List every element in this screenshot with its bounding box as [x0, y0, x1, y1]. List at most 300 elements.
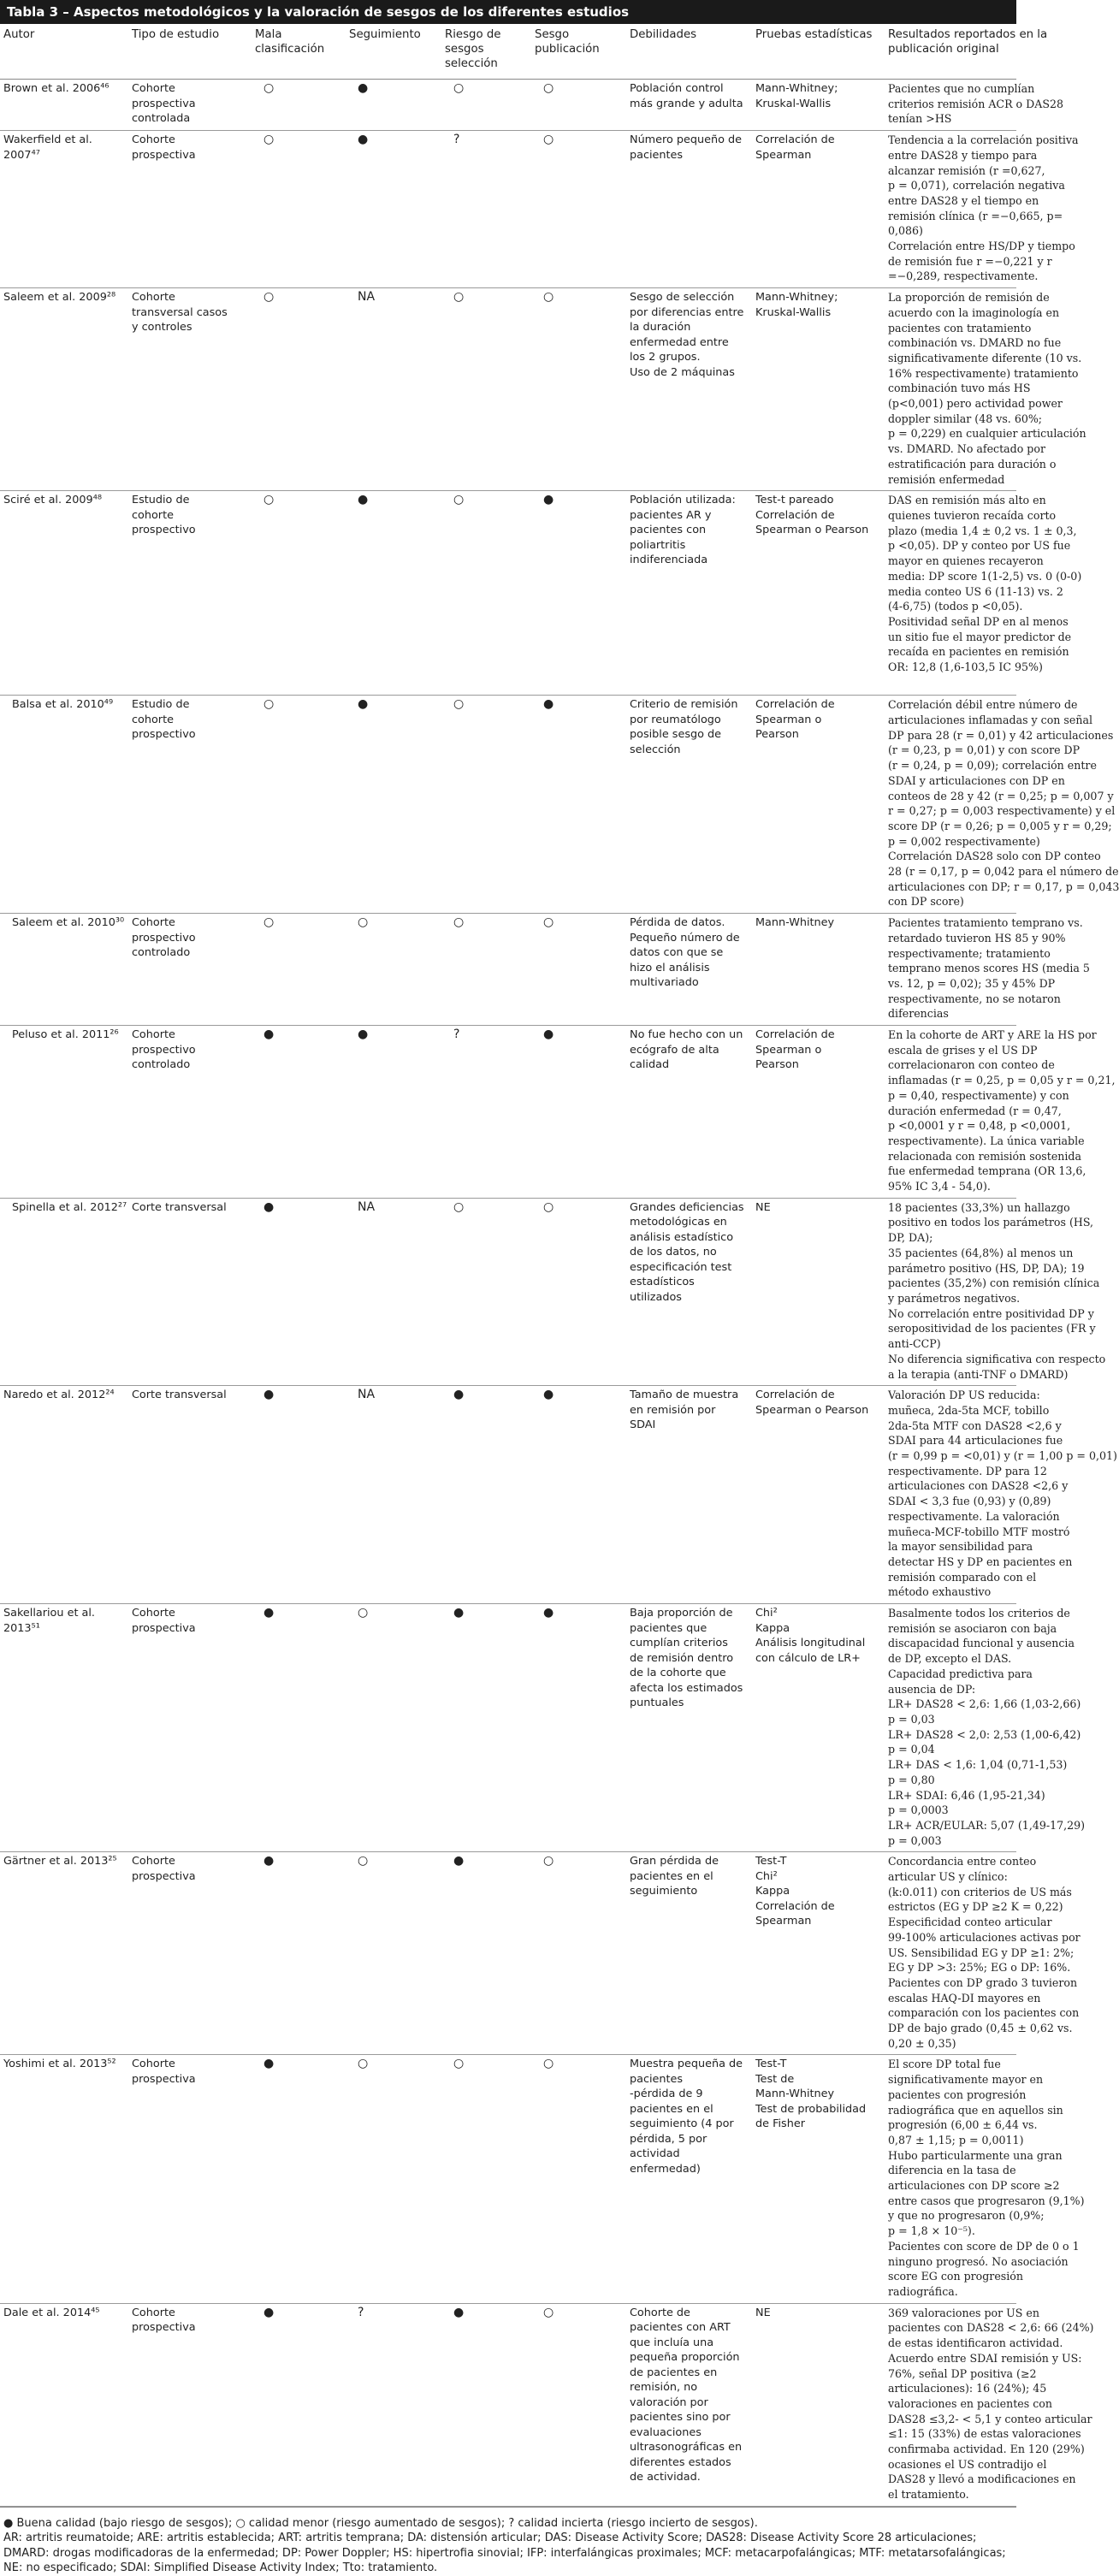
statistical-tests-cell — [752, 1604, 885, 1852]
results-cell-line: radiográfica. — [888, 2285, 958, 2298]
results-cell-line: conteos de 28 y 42 (r = 0,25; p = 0,007 y — [888, 789, 1114, 802]
results-cell-line: p = 0,003 — [888, 1833, 942, 1847]
results-cell-line: valoraciones en pacientes con — [888, 2396, 1052, 2410]
results-cell-line: muñeca-MCF-tobillo MTF mostró — [888, 1525, 1070, 1538]
empty-circle-icon: ○ — [358, 915, 369, 930]
statistical-tests-cell-line: Kruskal-Wallis — [755, 305, 832, 319]
weaknesses-cell-line: Muestra pequeña de — [630, 2058, 743, 2071]
study-type-cell-line: controlada — [132, 112, 191, 125]
results-cell-line: de DP, excepto el DAS. — [888, 1652, 1012, 1666]
author-cell-line: Sciré et al. 2009⁴⁸ — [3, 494, 102, 507]
results-cell-line: ninguno progresó. No asociación — [888, 2254, 1069, 2268]
study-type-cell — [128, 1386, 252, 1604]
weaknesses-cell-line: metodológicas en — [630, 1216, 727, 1229]
statistical-tests-cell-line: Kruskal-Wallis — [755, 97, 832, 110]
author-cell — [0, 1604, 128, 1852]
table-row — [0, 131, 1016, 288]
results-cell-line: vs. 12, p = 0,02); 35 y 45% DP — [888, 976, 1056, 990]
results-cell-line: LR+ ACR/EULAR: 5,07 (1,49-17,29) — [888, 1818, 1086, 1832]
weaknesses-cell-line: actividad — [630, 2147, 680, 2161]
results-cell-line: Pacientes con score de DP de 0 o 1 — [888, 2239, 1080, 2253]
weaknesses-cell-line: puntuales — [630, 1697, 684, 1710]
results-cell-line: Correlación DAS28 solo con DP conteo — [888, 850, 1101, 863]
filled-circle-icon: ● — [358, 697, 369, 712]
results-cell-line: OR: 12,8 (1,6-103,5 IC 95%) — [888, 660, 1043, 674]
study-type-cell — [128, 1026, 252, 1199]
study-type-cell — [128, 131, 252, 288]
footnote-abbreviations: AR: artritis reumatoide; ARE: artritis establecida; ART: artritis temprana; DA: distensión articular; DAS: Disease Activity Score; DAS28: Disease Activity Score 28 articulaciones; DMARD: drogas modificadoras de la enfermedad; DP: Power Doppler; HS: hipertrofia sinovial; IFP: interfalángicas proximales; MCF: metacarpofalángicas; MTF: metatarsofalángicas; NE: no especificado; SDAI: Simplified Disease Activity Index; Tto: tratamiento. — [3, 2532, 1006, 2575]
weaknesses-cell-line: pacientes AR y — [630, 508, 712, 522]
statistical-tests-cell — [752, 131, 885, 288]
empty-circle-icon: ○ — [543, 2057, 554, 2071]
header-row — [0, 24, 1016, 80]
results-cell-line: con DP score) — [888, 895, 964, 909]
results-cell-line: confirmaba actividad. En 120 (29%) — [888, 2443, 1085, 2456]
results-cell-line: anti-CCP) — [888, 1337, 941, 1351]
filled-circle-icon: ● — [358, 81, 369, 95]
study-type-cell-line: prospectiva — [132, 2321, 196, 2335]
results-cell-line: significativamente mayor en — [888, 2073, 1044, 2087]
filled-circle-icon: ● — [263, 1606, 275, 1620]
publication-bias-cell — [531, 2303, 626, 2506]
footnote-legend: ● Buena calidad (bajo riesgo de sesgos); ○ calidad menor (riesgo aumentado de sesgos); ? calidad incierta (riesgo incierto de sesgos). — [3, 2516, 758, 2530]
results-cell-line: criterios remisión ACR o DAS28 — [888, 97, 1063, 110]
table-row — [0, 1604, 1016, 1852]
author-cell-line: Wakerfield et al. — [3, 133, 92, 147]
header-sesgo-publicacion — [531, 24, 626, 80]
study-type-cell-line: Estudio de — [132, 698, 190, 712]
weaknesses-cell-line: por reumatólogo — [630, 713, 721, 726]
statistical-tests-cell-line: Pearson — [755, 1058, 799, 1072]
question-mark-icon: ? — [453, 1027, 460, 1042]
follow-up-cell — [346, 1604, 441, 1852]
results-cell-line: muñeca, 2da-5ta MCF, tobillo — [888, 1403, 1050, 1417]
study-type-cell-line: Estudio de — [132, 494, 190, 507]
publication-bias-cell — [531, 1026, 626, 1199]
results-cell-line: media: DP score 1(1-2,5) vs. 0 (0-0) — [888, 569, 1082, 583]
results-cell-line: (r = 0,99 p = <0,01) y (r = 1,00 p = 0,01) — [888, 1449, 1117, 1463]
table-body — [0, 80, 1119, 2507]
statistical-tests-cell-line: Spearman o — [755, 1043, 822, 1057]
results-cell — [885, 696, 1119, 914]
results-cell-line: respectivamente; tratamiento — [888, 946, 1051, 960]
results-cell-line: inflamadas (r = 0,25, p = 0,05 y r = 0,21, — [888, 1074, 1116, 1087]
results-cell-line: estrictos (EG y DP ≥2 K = 0,22) — [888, 1900, 1063, 1914]
results-cell-line: a la terapia (anti-TNF o DMARD) — [888, 1367, 1069, 1381]
publication-bias-cell — [531, 1386, 626, 1604]
results-cell-line: En la cohorte de ART y ARE la HS por — [888, 1028, 1097, 1042]
misclassification-cell — [252, 914, 346, 1026]
empty-circle-icon: ○ — [453, 493, 465, 507]
empty-circle-icon: ○ — [263, 81, 275, 95]
weaknesses-cell-line: seguimiento — [630, 1885, 698, 1898]
table-row — [0, 288, 1016, 491]
study-type-cell-line: Cohorte — [132, 291, 175, 305]
author-cell — [0, 696, 128, 914]
results-cell-line: p = 0,071), correlación negativa — [888, 179, 1065, 192]
selection-bias-cell — [441, 1852, 531, 2055]
statistical-tests-cell-line: Análisis longitudinal — [755, 1637, 866, 1650]
results-cell-line: 2da-5ta MTF con DAS28 <2,6 y — [888, 1418, 1062, 1432]
study-type-cell-line: controlado — [132, 1058, 191, 1072]
publication-bias-cell — [531, 2055, 626, 2303]
study-type-cell — [128, 491, 252, 696]
statistical-tests-cell-line: Correlación de — [755, 1028, 835, 1042]
results-cell-line: 99-100% articulaciones activas por — [888, 1930, 1081, 1944]
header-mala-clasificacion-line: Mala — [255, 28, 282, 41]
weaknesses-cell-line: Sesgo de selección — [630, 291, 735, 305]
results-cell-line: combinación vs. DMARD no fue — [888, 336, 1062, 350]
results-cell — [885, 131, 1079, 288]
results-cell-line: r = 0,27; p = 0,003 respectivamente) y el — [888, 804, 1116, 818]
table-row — [0, 491, 1016, 696]
results-cell-line: =−0,289, respectivamente. — [888, 269, 1039, 283]
study-type-cell-line: Cohorte — [132, 2306, 175, 2319]
follow-up-cell — [346, 696, 441, 914]
statistical-tests-cell-line: Pearson — [755, 728, 799, 742]
study-type-cell-line: controlado — [132, 946, 191, 960]
results-cell-line: DP para 28 (r = 0,01) y 42 articulaciones — [888, 728, 1114, 742]
selection-bias-cell — [441, 131, 531, 288]
results-cell-line: significativamente diferente (10 vs. — [888, 351, 1082, 364]
misclassification-cell — [252, 1198, 346, 1385]
results-cell-line: seropositividad de los pacientes (FR y — [888, 1322, 1096, 1335]
selection-bias-cell — [441, 80, 531, 131]
study-type-cell-line: prospectivo — [132, 728, 196, 742]
statistical-tests-cell — [752, 1026, 885, 1199]
results-cell-line: SDAI y articulaciones con DP en — [888, 773, 1065, 787]
weaknesses-cell-line: enfermedad) — [630, 2162, 701, 2176]
results-cell-line: diferencia en la tasa de — [888, 2164, 1016, 2177]
weaknesses-cell-line: la duración — [630, 321, 691, 335]
results-cell-line: remisión enfermedad — [888, 472, 1005, 486]
author-cell — [0, 1198, 128, 1385]
statistical-tests-cell — [752, 1198, 885, 1385]
results-cell-line: tenían >HS — [888, 112, 952, 126]
weaknesses-cell — [626, 1604, 752, 1852]
study-type-cell-line: transversal casos — [132, 305, 228, 319]
empty-circle-icon: ○ — [263, 133, 275, 147]
results-cell — [885, 1604, 1086, 1852]
results-cell-line: (r = 0,23, p = 0,01) y con score DP — [888, 743, 1081, 757]
results-cell — [885, 1386, 1117, 1604]
results-cell-line: articular US y clínico: — [888, 1870, 1008, 1884]
statistical-tests-cell-line: de Fisher — [755, 2117, 805, 2131]
empty-circle-icon: ○ — [453, 290, 465, 305]
statistical-tests-cell-line: Spearman — [755, 148, 812, 162]
results-cell-line: pacientes con DAS28 < 2,6: 66 (24%) — [888, 2321, 1094, 2335]
table-row — [0, 2055, 1016, 2303]
statistical-tests-cell-line: Spearman o Pearson — [755, 524, 869, 537]
weaknesses-cell-line: remisión, no — [630, 2381, 698, 2395]
results-cell-line: temprano menos scores HS (media 5 — [888, 962, 1090, 975]
results-cell-line: 18 pacientes (33,3%) un hallazgo — [888, 1200, 1070, 1214]
header-autor: Autor — [0, 24, 128, 80]
statistical-tests-cell-line: Mann-Whitney — [755, 2087, 835, 2101]
results-cell-line: SDAI para 44 articulaciones fue — [888, 1434, 1063, 1448]
statistical-tests-cell-line: Mann-Whitney; — [755, 291, 838, 305]
filled-circle-icon: ● — [358, 1027, 369, 1042]
misclassification-cell — [252, 2303, 346, 2506]
results-cell-line: escala de grises y el US DP — [888, 1043, 1038, 1057]
author-cell — [0, 2055, 128, 2303]
weaknesses-cell-line: pérdida, 5 por — [630, 2132, 708, 2146]
author-cell-line: 2007⁴⁷ — [3, 148, 40, 162]
table-caption: Tabla 3 – Aspectos metodológicos y la valoración de sesgos de los diferentes estudios — [0, 0, 1016, 24]
results-cell-line: remisión clínica (r =−0,665, p= — [888, 209, 1063, 222]
results-cell-line: articulaciones con DP score ≥2 — [888, 2179, 1060, 2193]
weaknesses-cell-line: pacientes sino por — [630, 2411, 731, 2425]
study-type-cell-line: prospectivo — [132, 1043, 196, 1057]
author-cell-line: Naredo et al. 2012²⁴ — [3, 1389, 115, 1402]
results-cell-line: remisión comparado con el — [888, 1570, 1037, 1584]
publication-bias-cell — [531, 288, 626, 491]
publication-bias-cell — [531, 1604, 626, 1852]
results-cell-line: ausencia de DP: — [888, 1682, 976, 1696]
results-cell-line: estratificación para duración o — [888, 457, 1057, 471]
results-cell-line: combinación tuvo más HS — [888, 382, 1031, 395]
weaknesses-cell-line: pacientes que — [630, 1621, 708, 1635]
statistical-tests-cell — [752, 80, 885, 131]
study-type-cell-line: prospectiva — [132, 1869, 196, 1883]
na-label: NA — [358, 1388, 376, 1402]
results-cell-line: respectivamente). La única variable — [888, 1134, 1085, 1147]
author-cell-line: Yoshimi et al. 2013⁵² — [3, 2058, 116, 2071]
author-cell-line: Spinella et al. 2012²⁷ — [12, 1200, 127, 1214]
bias-assessment-table — [0, 24, 1119, 2507]
results-cell-line: No correlación entre positividad DP y — [888, 1306, 1094, 1320]
follow-up-cell — [346, 80, 441, 131]
selection-bias-cell — [441, 914, 531, 1026]
results-cell-line: 0,20 ± 0,35) — [888, 2036, 956, 2050]
weaknesses-cell-line: análisis estadístico — [630, 1230, 734, 1244]
table-row — [0, 80, 1016, 131]
study-type-cell-line: prospectiva — [132, 1621, 196, 1635]
weaknesses-cell-line: de pacientes en — [630, 2366, 718, 2379]
statistical-tests-cell-line: Mann-Whitney — [755, 916, 835, 930]
results-cell-line: 16% respectivamente) tratamiento — [888, 366, 1079, 380]
results-cell-line: p = 1,8 × 10⁻⁵). — [888, 2224, 975, 2238]
results-cell-line: discapacidad funcional y ausencia — [888, 1637, 1075, 1650]
statistical-tests-cell-line: Correlación de — [755, 698, 835, 712]
results-cell-line: 35 pacientes (64,8%) al menos un — [888, 1246, 1074, 1259]
table-row — [0, 2303, 1016, 2506]
results-cell-line: de remisión fue r =−0,221 y r — [888, 254, 1052, 268]
results-cell-line: p <0,05). DP y conteo por US fue — [888, 539, 1071, 553]
results-cell-line: plazo (media 1,4 ± 0,2 vs. 1 ± 0,3, — [888, 524, 1077, 537]
selection-bias-cell — [441, 1604, 531, 1852]
header-pruebas: Pruebas estadísticas — [752, 24, 885, 80]
publication-bias-cell — [531, 1198, 626, 1385]
author-cell-line: Balsa et al. 2010⁴⁹ — [12, 698, 114, 712]
weaknesses-cell-line: Población control — [630, 82, 724, 95]
results-cell-line: respectivamente. DP para 12 — [888, 1464, 1047, 1477]
results-cell — [885, 1852, 1081, 2055]
weaknesses-cell-line: de remisión dentro — [630, 1651, 734, 1665]
results-cell-line: acuerdo con la imaginología en — [888, 305, 1060, 319]
study-type-cell — [128, 1198, 252, 1385]
weaknesses-cell — [626, 2303, 752, 2506]
statistical-tests-cell-line: Correlación de — [755, 508, 835, 522]
results-cell-line: (4-6,75) (todos p <0,05). — [888, 600, 1023, 613]
study-type-cell — [128, 288, 252, 491]
misclassification-cell — [252, 80, 346, 131]
results-cell-line: La proporción de remisión de — [888, 291, 1050, 305]
study-type-cell-line: y controles — [132, 321, 192, 335]
follow-up-cell — [346, 491, 441, 696]
table-row — [0, 914, 1016, 1026]
weaknesses-cell-line: SDAI — [630, 1418, 656, 1432]
empty-circle-icon: ○ — [263, 915, 275, 930]
statistical-tests-cell — [752, 696, 885, 914]
results-cell-line: Positividad señal DP en al menos — [888, 614, 1069, 628]
author-cell — [0, 1026, 128, 1199]
results-cell-line: doppler similar (48 vs. 60%; — [888, 412, 1043, 425]
table-row — [0, 1026, 1016, 1199]
author-cell-line: Sakellariou et al. — [3, 1607, 95, 1620]
publication-bias-cell — [531, 131, 626, 288]
weaknesses-cell-line: cumplían criterios — [630, 1637, 728, 1650]
follow-up-cell — [346, 288, 441, 491]
results-cell-line: DP, DA); — [888, 1231, 933, 1245]
weaknesses-cell-line: Cohorte de — [630, 2306, 690, 2319]
misclassification-cell — [252, 2055, 346, 2303]
empty-circle-icon: ○ — [543, 290, 554, 305]
weaknesses-cell-line: de los datos, no — [630, 1246, 717, 1259]
results-cell-line: DAS en remisión más alto en — [888, 494, 1046, 507]
weaknesses-cell-line: selección — [630, 743, 681, 756]
statistical-tests-cell — [752, 914, 885, 1026]
results-cell-line: un sitio fue el mayor predictor de — [888, 630, 1072, 643]
results-cell-line: articulaciones con DP; r = 0,17, p = 0,043 — [888, 879, 1119, 893]
results-cell-line: score DP (r = 0,26; p = 0,005 y r = 0,29; — [888, 819, 1112, 832]
selection-bias-cell — [441, 1198, 531, 1385]
results-cell-line: p = 0,229) en cualquier articulación — [888, 427, 1086, 441]
results-cell-line: Hubo particularmente una gran — [888, 2148, 1063, 2162]
results-cell-line: entre DAS28 y el tiempo en — [888, 193, 1039, 207]
header-seguimiento: Seguimiento — [346, 24, 441, 80]
results-cell-line: quienes tuvieron recaída corto — [888, 508, 1057, 522]
follow-up-cell — [346, 1026, 441, 1199]
filled-circle-icon: ● — [543, 1388, 554, 1402]
weaknesses-cell-line: que incluía una — [630, 2336, 714, 2349]
results-cell-line: articulaciones inflamadas y con señal — [888, 713, 1092, 726]
results-cell-line: respectivamente, no se notaron — [888, 992, 1061, 1005]
publication-bias-cell — [531, 1852, 626, 2055]
results-cell-line: Pacientes que no cumplían — [888, 82, 1035, 95]
selection-bias-cell — [441, 2303, 531, 2506]
weaknesses-cell-line: estadísticos — [630, 1276, 695, 1289]
results-cell-line: LR+ DAS28 < 2,6: 1,66 (1,03-2,66) — [888, 1697, 1081, 1711]
author-cell-line: Brown et al. 2006⁴⁶ — [3, 82, 110, 95]
results-cell — [885, 491, 1082, 696]
misclassification-cell — [252, 131, 346, 288]
results-cell-line: EG y DP >3: 25%; EG o DP: 16%. — [888, 1961, 1071, 1975]
weaknesses-cell-line: indiferenciada — [630, 554, 708, 567]
weaknesses-cell — [626, 1026, 752, 1199]
statistical-tests-cell-line: Correlación de — [755, 133, 835, 147]
weaknesses-cell-line: seguimiento (4 por — [630, 2117, 734, 2131]
weaknesses-cell-line: pacientes — [630, 148, 684, 162]
weaknesses-cell-line: calidad — [630, 1058, 670, 1072]
weaknesses-cell-line: Baja proporción de — [630, 1607, 733, 1620]
results-cell — [885, 914, 1090, 1026]
empty-circle-icon: ○ — [453, 2057, 465, 2071]
results-cell-line: p = 0,04 — [888, 1743, 935, 1756]
weaknesses-cell-line: afecta los estimados — [630, 1681, 743, 1695]
study-type-cell — [128, 2303, 252, 2506]
filled-circle-icon: ● — [263, 1027, 275, 1042]
author-cell-line: Saleem et al. 2010³⁰ — [12, 916, 125, 930]
results-cell-line: pacientes con progresión — [888, 2087, 1027, 2101]
results-cell-line: entre casos que progresaron (9,1%) — [888, 2194, 1085, 2207]
weaknesses-cell-line: Grandes deficiencias — [630, 1200, 744, 1214]
filled-circle-icon: ● — [453, 1388, 465, 1402]
study-type-cell-line: Cohorte — [132, 1028, 175, 1042]
filled-circle-icon: ● — [453, 1606, 465, 1620]
study-type-cell-line: Cohorte — [132, 916, 175, 930]
results-cell-line: diferencias — [888, 1007, 949, 1021]
weaknesses-cell-line: pequeña proporción — [630, 2351, 740, 2365]
results-cell-line: US. Sensibilidad EG y DP ≥1: 2%; — [888, 1945, 1075, 1959]
weaknesses-cell-line: pacientes con — [630, 524, 707, 537]
results-cell-line: remisión se asociaron con baja — [888, 1621, 1057, 1635]
weaknesses-cell-line: datos con que se — [630, 946, 724, 960]
header-mala-clasificacion-line: clasificación — [255, 43, 325, 56]
statistical-tests-cell — [752, 491, 885, 696]
header-riesgo-sesgos-line: sesgos — [445, 43, 484, 56]
results-cell-line: y que no progresaron (0,9%; — [888, 2209, 1045, 2223]
study-type-cell-line: prospectivo — [132, 524, 196, 537]
selection-bias-cell — [441, 491, 531, 696]
statistical-tests-cell-line: Correlación de — [755, 1899, 835, 1913]
follow-up-cell — [346, 914, 441, 1026]
results-cell-line: (k:0.011) con criterios de US más — [888, 1885, 1072, 1898]
results-cell-line: 369 valoraciones por US en — [888, 2306, 1039, 2319]
study-type-cell-line: Cohorte — [132, 2058, 175, 2071]
weaknesses-cell-line: Población utilizada: — [630, 494, 736, 507]
publication-bias-cell — [531, 491, 626, 696]
results-cell-line: Correlación entre HS/DP y tiempo — [888, 240, 1075, 253]
results-cell-line: respectivamente. La valoración — [888, 1509, 1060, 1523]
follow-up-cell — [346, 131, 441, 288]
weaknesses-cell-line: enfermedad entre — [630, 335, 729, 349]
header-sesgo-publicacion-line: publicación — [535, 43, 600, 56]
empty-circle-icon: ○ — [543, 915, 554, 930]
results-cell-line: p = 0,80 — [888, 1773, 935, 1786]
empty-circle-icon: ○ — [358, 2057, 369, 2071]
follow-up-cell — [346, 1386, 441, 1604]
study-type-cell-line: Corte transversal — [132, 1389, 227, 1402]
results-cell-line: articulaciones): 16 (24%); 45 — [888, 2382, 1047, 2395]
results-cell-line: p = 0,002 respectivamente) — [888, 834, 1040, 848]
table-row — [0, 696, 1016, 914]
filled-circle-icon: ● — [263, 2305, 275, 2319]
statistical-tests-cell-line: Test-T — [755, 2058, 787, 2071]
filled-circle-icon: ● — [358, 133, 369, 147]
selection-bias-cell — [441, 2055, 531, 2303]
results-cell — [885, 80, 1063, 131]
statistical-tests-cell-line: Spearman o — [755, 713, 822, 726]
study-type-cell-line: cohorte — [132, 713, 174, 726]
weaknesses-cell — [626, 1198, 752, 1385]
header-sesgo-publicacion-line: Sesgo — [535, 28, 570, 41]
weaknesses-cell-line: ultrasonográficas en — [630, 2441, 743, 2455]
weaknesses-cell-line: evaluaciones — [630, 2425, 702, 2439]
study-type-cell-line: prospectivo — [132, 931, 196, 945]
author-cell — [0, 80, 128, 131]
author-cell — [0, 1386, 128, 1604]
